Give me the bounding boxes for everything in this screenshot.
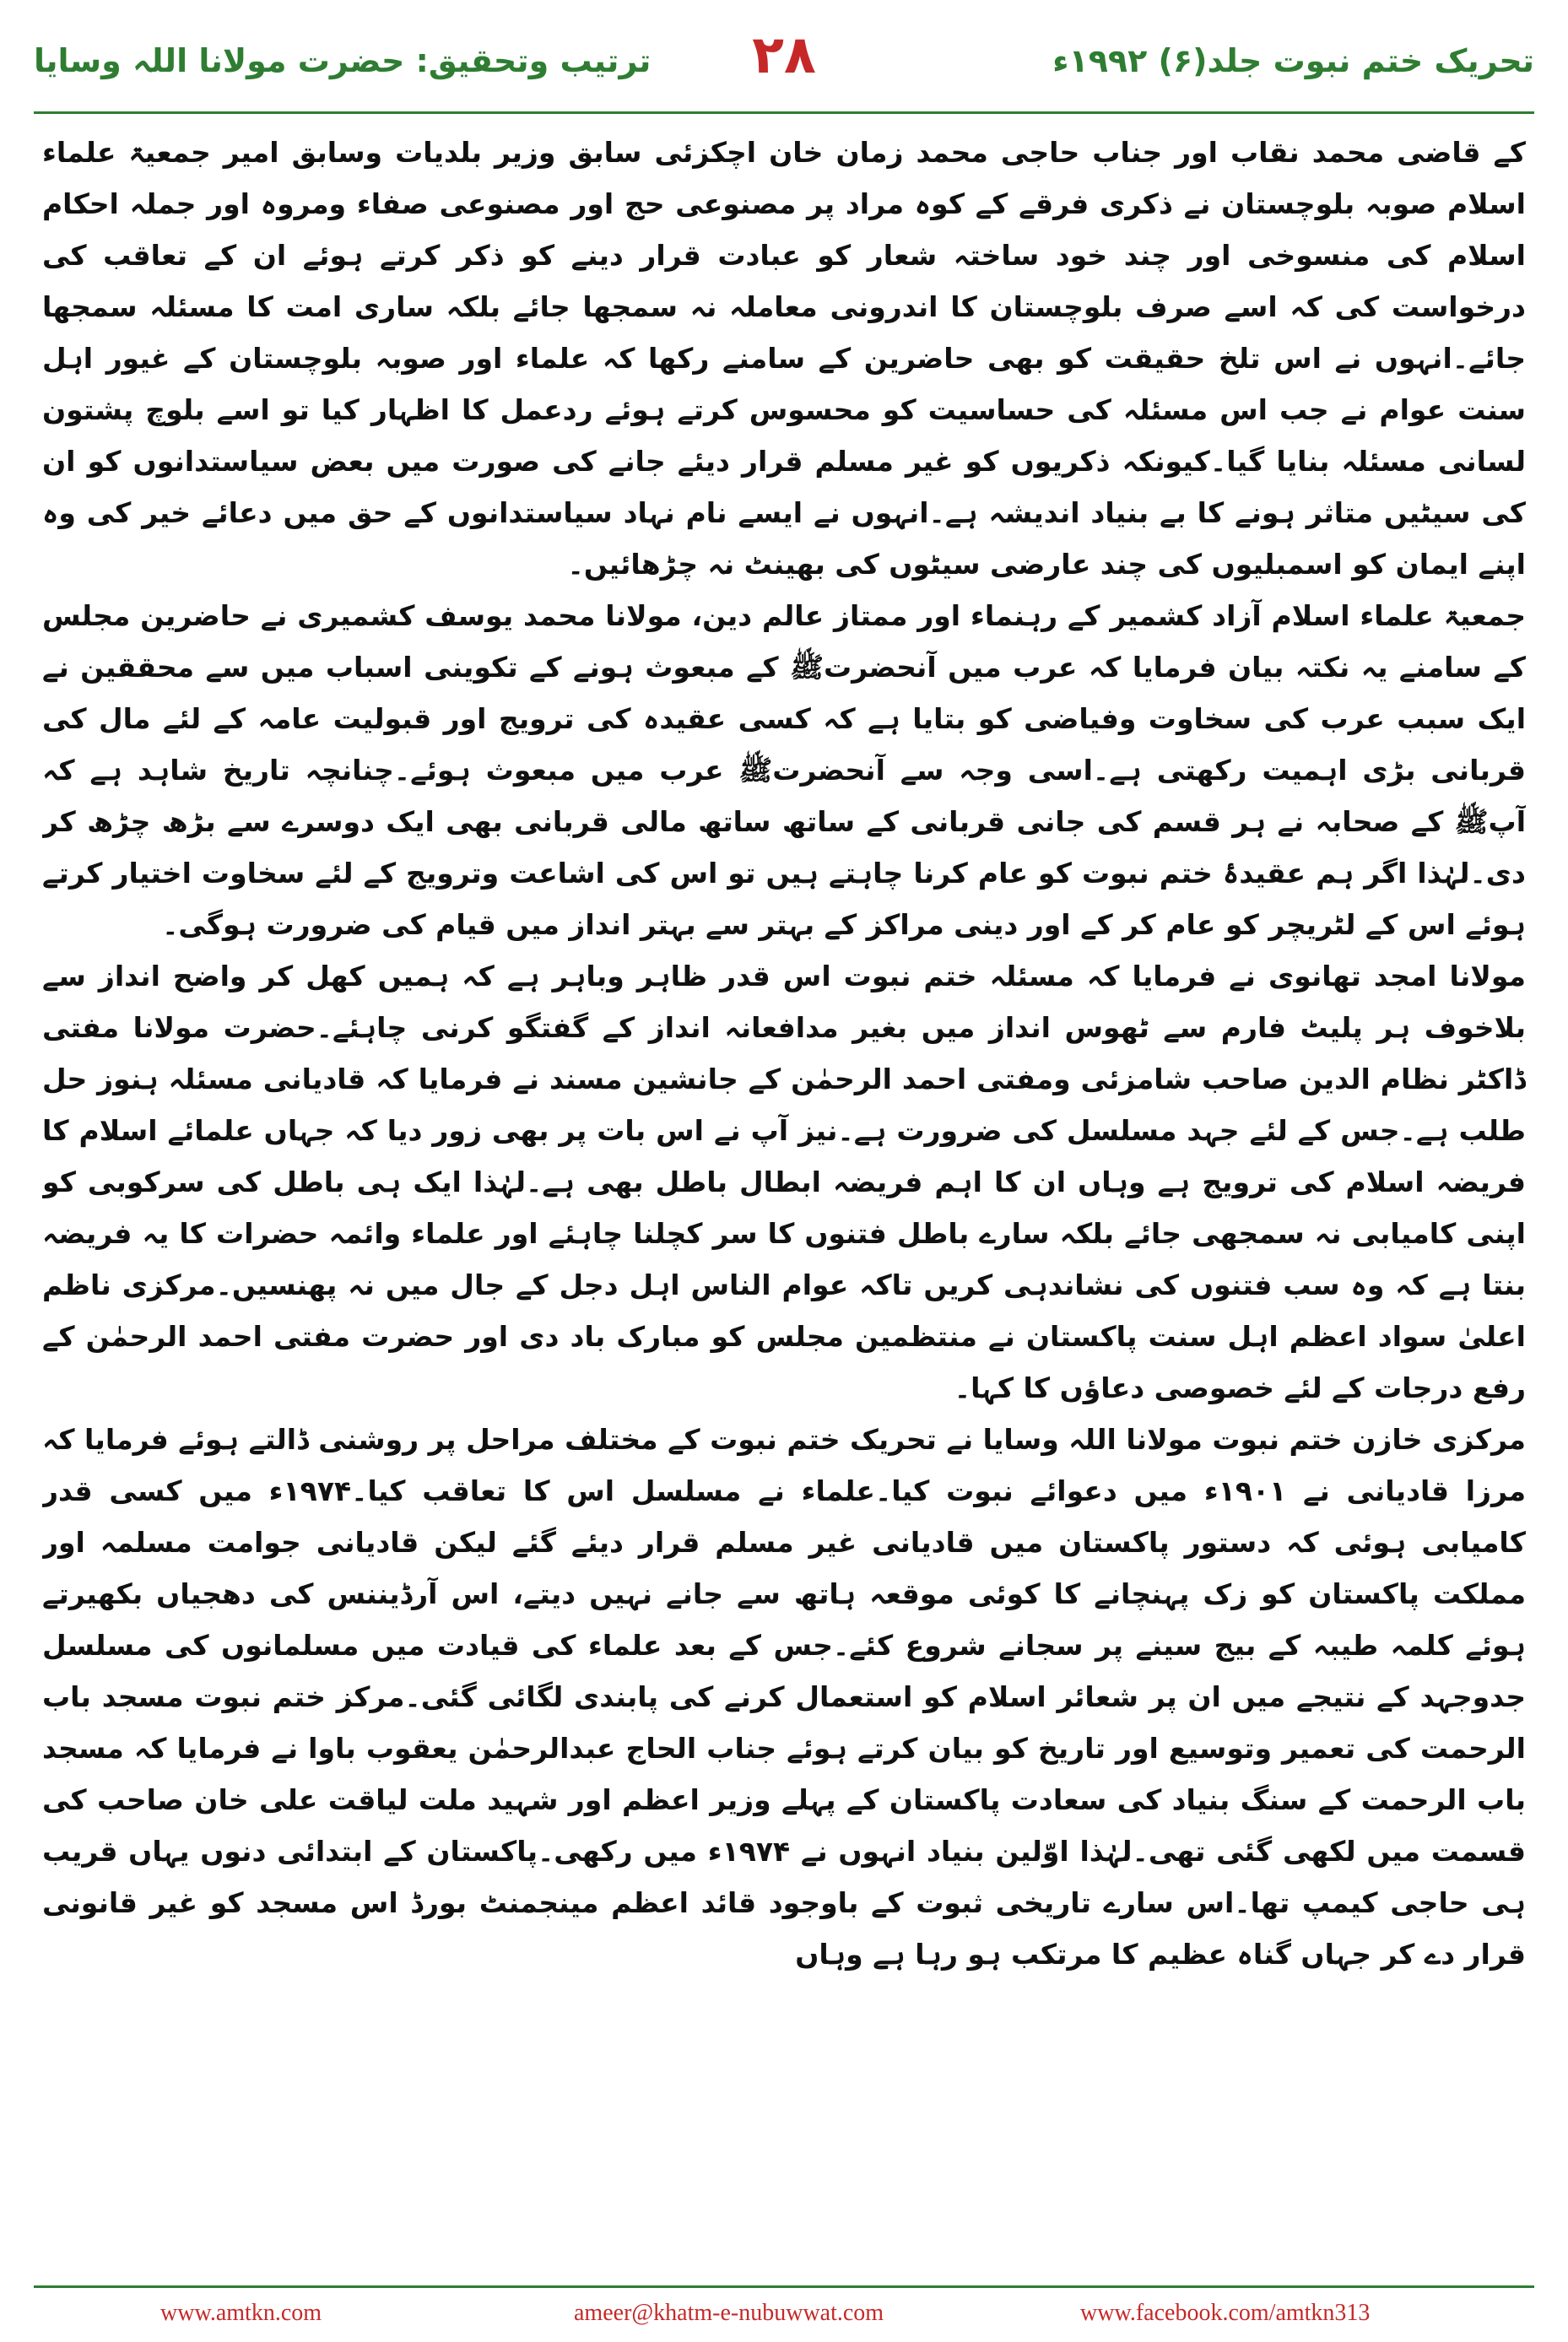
paragraph-3: مولانا امجد تھانوی نے فرمایا کہ مسئلہ ختم نبوت اس قدر ظاہر وباہر ہے کہ ہمیں کھل کر واضح انداز سے بلاخوف ہر پلیٹ فارم سے ٹھوس انداز میں بغیر مدافعانہ انداز کے گفتگو کرنی چاہئے۔حضرت مولانا مفتی ڈاکٹر نظام الدین صاحب شامزئی ومفتی احمد الرحمٰن کے جانشین مسند نے فرمایا کہ قادیانی مسئلہ ہنوز حل طلب ہے۔جس کے لئے جہد مسلسل کی ضرورت ہے۔نیز آپ نے اس بات پر بھی زور دیا کہ جہاں علمائے اسلام کا فریضہ اسلام کی ترویج ہے وہاں ان کا اہم فریضہ ابطال باطل بھی ہے۔لہٰذا ایک ہی باطل کی سرکوبی کو اپنی کامیابی نہ سمجھی جائے بلکہ سارے باطل فتنوں کا سر کچلنا چاہئے اور علماء وائمہ حضرات کا یہ فریضہ بنتا ہے کہ وہ سب فتنوں کی نشاندہی کریں تاکہ عوام الناس اہل دجل کے جال میں نہ پھنسیں۔مرکزی ناظم اعلیٰ سواد اعظم اہل سنت پاکستان نے منتظمین مجلس کو مبارک باد دی اور حضرت مفتی احمد الرحمٰن کے رفع درجات کے لئے خصوصی دعاؤں کا کہا۔ [42,960,1526,1404]
compiler-credit: ترتیب وتحقیق: حضرت مولانا اللہ وسایا [34,42,652,79]
paragraph-1: کے قاضی محمد نقاب اور جناب حاجی محمد زمان خان اچکزئی سابق وزیر بلدیات وسابق امیر جمعیۃ علماء اسلام صوبہ بلوچستان نے ذکری فرقے کے کوہ مراد پر مصنوعی حج اور مصنوعی صفاء ومروہ اور جملہ احکام اسلام کی منسوخی اور چند خود ساختہ شعار کو عبادت قرار دینے کو ذکر کرتے ہوئے ان کے تعاقب کی درخواست کی کہ اسے صرف بلوچستان کا اندرونی معاملہ نہ سمجھا جائے بلکہ ساری امت کا مسئلہ سمجھا جائے۔انہوں نے اس تلخ حقیقت کو بھی حاضرین کے سامنے رکھا کہ علماء اور صوبہ بلوچستان کے غیور اہل سنت عوام نے جب اس مسئلہ کی حساسیت کو محسوس کرتے ہوئے ردعمل کا اظہار کیا تو اسے بلوچ پشتون لسانی مسئلہ بنایا گیا۔کیونکہ ذکریوں کو غیر مسلم قرار دیئے جانے کی صورت میں بعض سیاستدانوں کو ان کی سیٹیں متاثر ہونے کا بے بنیاد اندیشہ ہے۔انہوں نے ایسے نام نہاد سیاستدانوں کے حق میں دعائے خیر کی وہ اپنے ایمان کو اسمبلیوں کی چند عارضی سیٹوں کی بھینٹ نہ چڑھائیں۔ [42,136,1526,581]
facebook-link[interactable]: www.facebook.com/amtkn313 [1080,2300,1371,2326]
page-footer [34,2285,1534,2334]
page-header [34,24,1534,108]
email-link[interactable]: ameer@khatm-e-nubuwwat.com [574,2300,884,2326]
website-link[interactable]: www.amtkn.com [160,2300,322,2326]
page-number: ۲۸ [752,24,816,85]
header-divider [34,111,1534,114]
article-body [42,127,1526,2274]
book-title: تحریک ختم نبوت جلد(۶) ۱۹۹۲ء [1052,42,1534,79]
paragraph-4: مرکزی خازن ختم نبوت مولانا اللہ وسایا نے تحریک ختم نبوت کے مختلف مراحل پر روشنی ڈالتے ہوئے فرمایا کہ مرزا قادیانی نے ۱۹۰۱ء میں دعوائے نبوت کیا۔علماء نے مسلسل اس کا تعاقب کیا۔۱۹۷۴ء میں کسی قدر کامیابی ہوئی کہ دستور پاکستان میں قادیانی غیر مسلم قرار دیئے گئے لیکن قادیانی جوامت مسلمہ اور مملکت پاکستان کو زک پہنچانے کا کوئی موقعہ ہاتھ سے جانے نہیں دیتے، اس آرڈیننس کی دھجیاں بکھیرتے ہوئے کلمہ طیبہ کے بیج سینے پر سجانے شروع کئے۔جس کے بعد علماء کی قیادت میں مسلمانوں کی مسلسل جدوجہد کے نتیجے میں ان پر شعائر اسلام کو استعمال کرنے کی پابندی لگائی گئی۔مرکز ختم نبوت مسجد باب الرحمت کی تعمیر وتوسیع اور تاریخ کو بیان کرتے ہوئے جناب الحاج عبدالرحمٰن یعقوب باوا نے فرمایا کہ مسجد باب الرحمت کے سنگ بنیاد کی سعادت پاکستان کے پہلے وزیر اعظم اور شہید ملت لیاقت علی خان صاحب کی قسمت میں لکھی گئی تھی۔لہٰذا اوّلین بنیاد انہوں نے ۱۹۷۴ء میں رکھی۔پاکستان کے ابتدائی دنوں یہاں قریب ہی حاجی کیمپ تھا۔اس سارے تاریخی ثبوت کے باوجود قائد اعظم مینجمنٹ بورڈ اس مسجد کو غیر قانونی قرار دے کر جہاں گناہ عظیم کا مرتکب ہو رہا ہے وہاں [42,1423,1526,1971]
paragraph-2: جمعیۃ علماء اسلام آزاد کشمیر کے رہنماء اور ممتاز عالم دین، مولانا محمد یوسف کشمیری نے حاضرین مجلس کے سامنے یہ نکتہ بیان فرمایا کہ عرب میں آنحضرتﷺ کے مبعوث ہونے کے تکوینی اسباب میں سے محققین نے ایک سبب عرب کی سخاوت وفیاضی کو بتایا ہے کہ کسی عقیدہ کی ترویج اور قبولیت عامہ کے لئے مال کی قربانی بڑی اہمیت رکھتی ہے۔اسی وجہ سے آنحضرتﷺ عرب میں مبعوث ہوئے۔چنانچہ تاریخ شاہد ہے کہ آپﷺ کے صحابہ نے ہر قسم کی جانی قربانی کے ساتھ ساتھ مالی قربانی بھی ایک دوسرے سے بڑھ چڑھ کر دی۔لہٰذا اگر ہم عقیدۂ ختم نبوت کو عام کرنا چاہتے ہیں تو اس کی اشاعت وترویج کے لئے سخاوت اختیار کرتے ہوئے اس کے لٹریچر کو عام کر کے اور دینی مراکز کے بہتر سے بہتر انداز میں قیام کی ضرورت ہوگی۔ [42,599,1526,941]
